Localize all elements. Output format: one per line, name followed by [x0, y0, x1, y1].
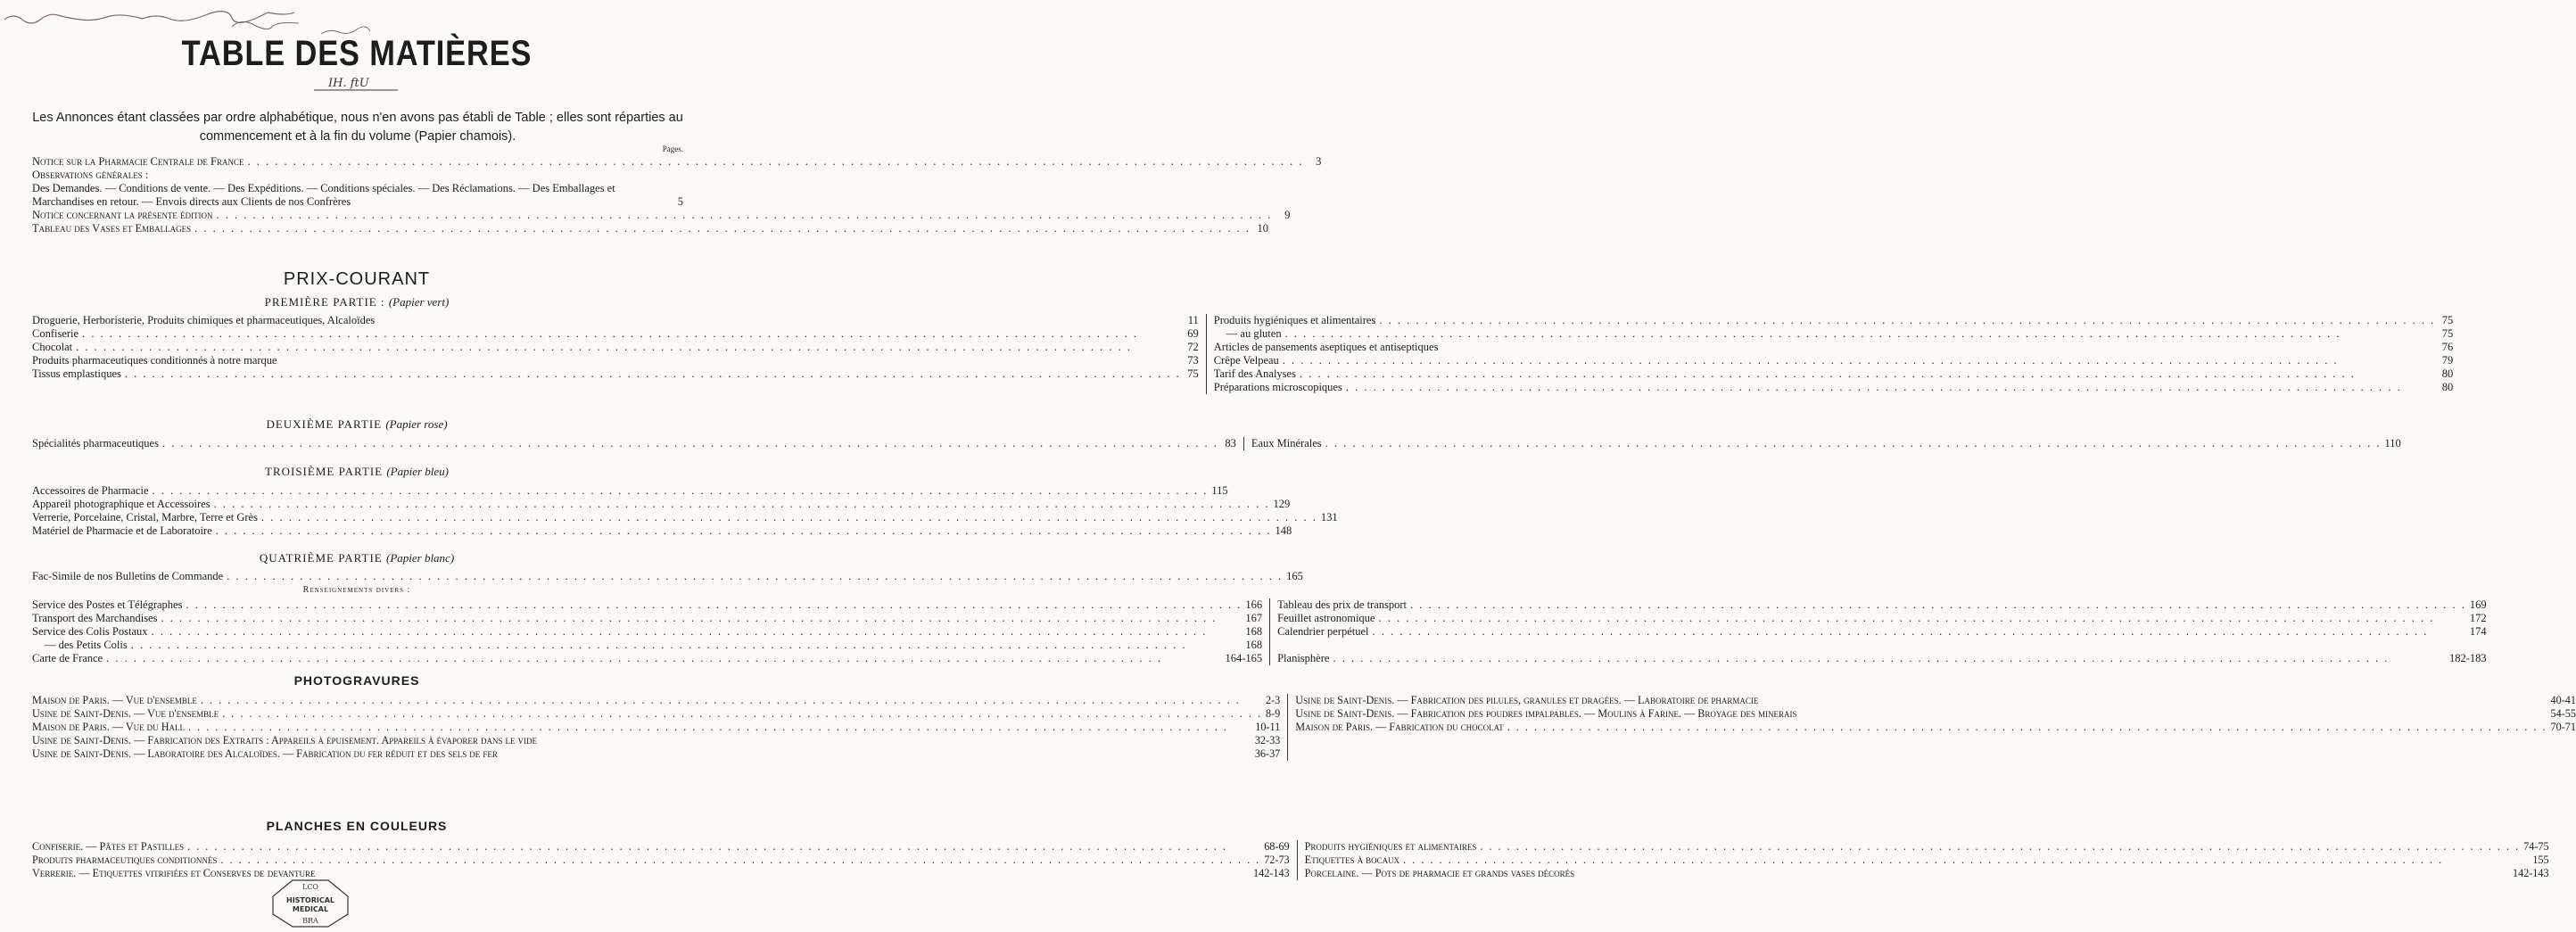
toc-entry: Verrerie, Porcelaine, Cristal, Marbre, Terre et Grès . . . 131: [32, 511, 683, 524]
handwritten-annotation-underline: [312, 73, 401, 93]
handwritten-text: IH. ftU: [328, 77, 369, 90]
toc-entry: Confiserie . . . 69: [32, 327, 1199, 341]
toc-entry: Planisphère . . . 182-183: [1277, 652, 2487, 665]
part4-heading: QUATRIÈME PARTIE (Papier blanc): [259, 551, 455, 565]
toc-entry: Carte de France . . . 164-165: [32, 652, 1262, 665]
toc-entry: Droguerie, Herboristerie, Produits chimiques et pharmaceutiques, Alcaloïdes 11: [32, 314, 1199, 326]
intro-paragraph: Les Annonces étant classées par ordre alphabétique, nous n'en avons pas établi de Table ; elles sont réparties au commencement et à la fin du volume (Papier chamois).: [32, 111, 683, 144]
toc-entry: Produits hygiéniques et alimentaires . . . 74-75: [1305, 840, 2549, 854]
toc-entry: Eaux Minérales . . . 110: [1251, 437, 2401, 450]
part2-heading: DEUXIÈME PARTIE (Papier rose): [266, 417, 448, 431]
toc-entry: Usine de Saint-Denis. — Fabrication des poudres impalpables. — Moulins à Farine. — Broyage des minerais 54-55: [1295, 707, 2576, 720]
toc-entry: Fac-Simile de nos Bulletins de Commande . . . 165: [32, 570, 683, 583]
toc-entry: Transport des Marchandises . . . 167: [32, 612, 1262, 625]
toc-entry: Crêpe Velpeau . . . 79: [1214, 354, 2453, 367]
part3-list: [32, 484, 1338, 538]
svg-text:BRA: BRA: [302, 917, 318, 925]
toc-entry: Spécialités pharmaceutiques . . . 83: [32, 437, 1236, 450]
toc-entry: Usine de Saint-Denis. — Laboratoire des Alcaloïdes. — Fabrication du fer réduit et des sels de fer 36-37: [32, 747, 1281, 760]
svg-text:MEDICAL: MEDICAL: [292, 905, 329, 913]
toc-entry: Notice concernant la présente édition . . . 9: [32, 209, 683, 222]
renseignements-heading: Renseignements divers :: [302, 585, 411, 595]
toc-entry: Maison de Paris. — Vue du Hall . . . 10-11: [32, 721, 1280, 734]
toc-entry: — au gluten . . . 75: [1214, 327, 2453, 341]
toc-entry: Tarif des Analyses . . . 80: [1214, 367, 2453, 381]
toc-entry: Chocolat . . . 72: [32, 341, 1199, 354]
svg-text:HISTORICAL: HISTORICAL: [286, 896, 334, 904]
toc-entry: Accessoires de Pharmacie . . . 115: [32, 484, 683, 498]
planches-columns: [32, 840, 2549, 880]
toc-entry: Maison de Paris. — Fabrication du chocolat . . . 70-71: [1295, 721, 2576, 734]
toc-entry: Calendrier perpétuel . . . 174: [1277, 625, 2487, 639]
page-title: TABLE DES MATIÈRES: [181, 34, 533, 73]
toc-entry: Usine de Saint-Denis. — Vue d'ensemble . . . 8-9: [32, 707, 1280, 721]
toc-entry: Porcelaine. — Pots de pharmacie et grands vases décorés 142-143: [1304, 867, 2549, 879]
toc-entry: Maison de Paris. — Vue d'ensemble . . . 2-3: [32, 694, 1280, 707]
toc-entry: Des Demandes. — Conditions de vente. — Des Expéditions. — Conditions spéciales. — Des Réclamations. — Des Emballages et Marchandises en retour. — Envois directs aux Clients de nos Confrères 5: [32, 182, 683, 208]
library-stamp: [266, 878, 355, 928]
part2-columns: [32, 437, 2401, 450]
toc-entry: Notice sur la Pharmacie Centrale de France . . . 3: [32, 155, 683, 169]
part1-columns: [32, 314, 2454, 394]
toc-entry: Matériel de Pharmacie et de Laboratoire . . . 148: [32, 524, 683, 538]
toc-entry: Articles de pansements aseptiques et antiseptiques 76: [1213, 341, 2454, 353]
toc-entry: Préparations microscopiques . . . 80: [1214, 381, 2453, 394]
toc-entry: Confiserie. — Pâtes et Pastilles . . . 68-69: [32, 840, 1290, 854]
photogravures-heading: PHOTOGRAVURES: [293, 673, 420, 688]
toc-entry: Produits pharmaceutiques conditionnés à notre marque 73: [32, 354, 1199, 367]
toc-entry: Usine de Saint-Denis. — Fabrication des pilules, granules et dragées. — Laboratoire de pharmacie 40-41: [1295, 694, 2576, 706]
toc-spacer: [1277, 639, 2487, 652]
part1-heading: PREMIÈRE PARTIE : (Papier vert): [264, 295, 450, 309]
toc-entry: Tableau des Vases et Emballages . . . 10: [32, 222, 683, 235]
toc-entry: Tableau des prix de transport . . . 169: [1277, 598, 2487, 612]
part4-columns: [32, 598, 2487, 665]
prix-courant-heading: PRIX-COURANT: [283, 269, 431, 289]
planches-heading: PLANCHES EN COULEURS: [266, 819, 448, 833]
toc-entry: Feuillet astronomique . . . 172: [1277, 612, 2487, 625]
part3-heading: TROISIÈME PARTIE (Papier bleu): [264, 465, 450, 478]
toc-entry: Produits hygiéniques et alimentaires . . . 75: [1214, 314, 2453, 327]
toc-entry: Usine de Saint-Denis. — Fabrication des Extraits : Appareils à épuisement. Appareils à évaporer dans le vide 32-33: [32, 734, 1281, 746]
toc-entry: Produits pharmaceutiques conditionnés . . . 72-73: [32, 854, 1290, 867]
svg-text:LCO: LCO: [302, 883, 318, 891]
pages-column-label: Pages.: [662, 144, 683, 153]
toc-entry: Etiquettes à bocaux . . . 155: [1305, 854, 2549, 867]
front-matter: [32, 155, 1322, 235]
toc-entry: Service des Colis Postaux . . . 168: [32, 625, 1262, 639]
toc-entry: Service des Postes et Télégraphes . . . 166: [32, 598, 1262, 612]
photogravures-columns: [32, 694, 2576, 761]
toc-entry: — des Petits Colis . . . 168: [32, 639, 1262, 652]
toc-entry: Appareil photographique et Accessoires . . . 129: [32, 498, 683, 511]
handwritten-annotation: [0, 0, 714, 36]
toc-entry: Verrerie. — Etiquettes vitrifiées et Conserves de devanture 142-143: [32, 867, 1290, 879]
toc-entry: Tissus emplastiques . . . 75: [32, 367, 1199, 381]
toc-entry: Observations générales :: [32, 169, 149, 181]
part4-list: [32, 570, 1303, 583]
